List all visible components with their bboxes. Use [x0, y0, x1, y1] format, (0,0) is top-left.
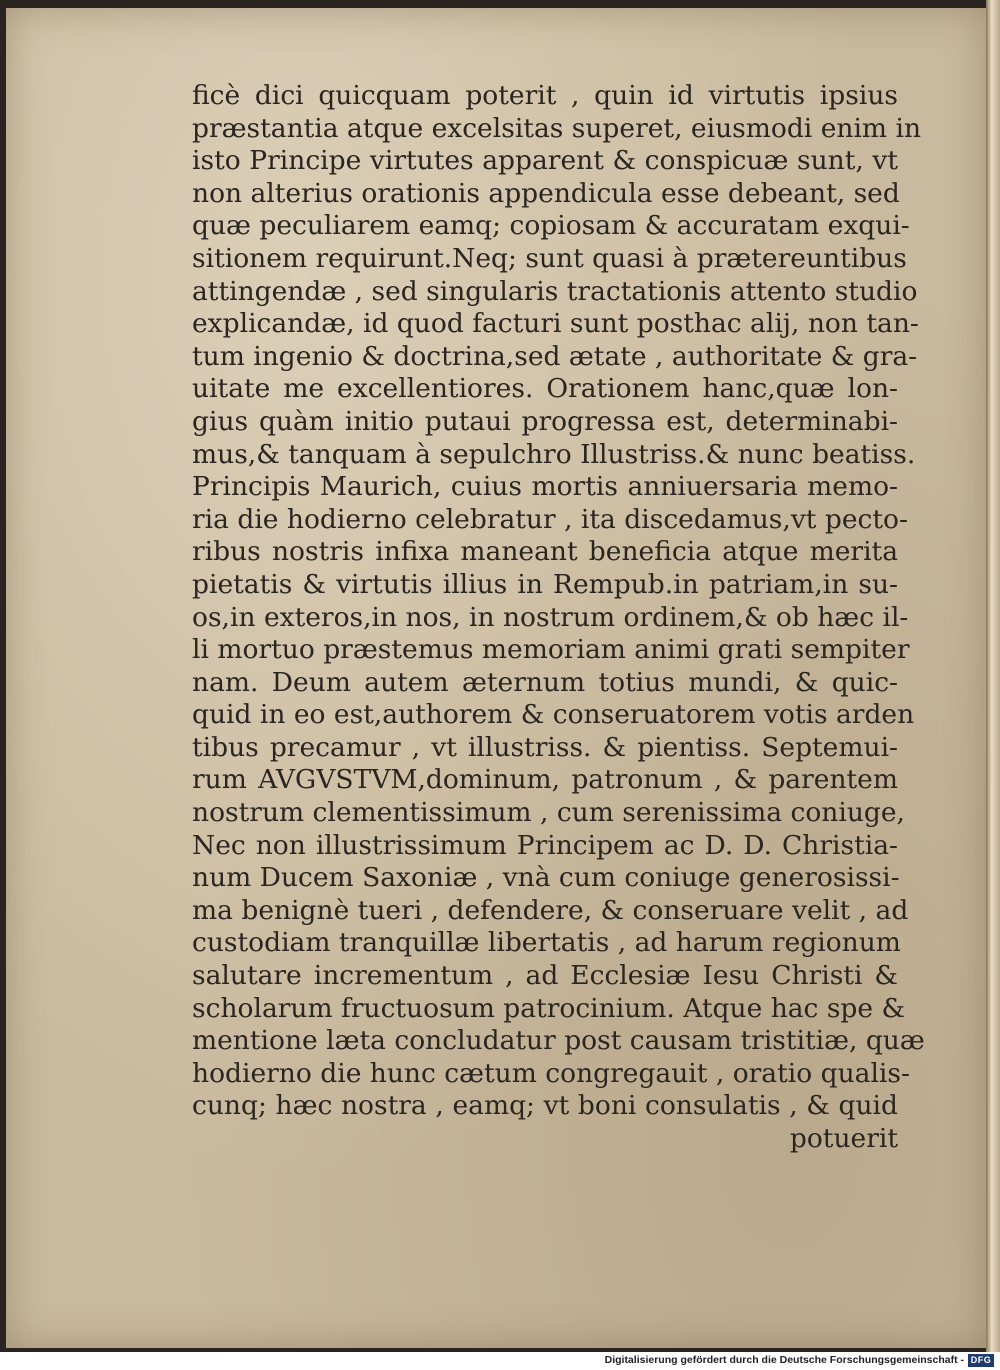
funding-credit: Digitalisierung gefördert durch die Deutsche Forschungsgemeinschaft - [604, 1354, 964, 1366]
text-line: ficè dici quicquam poterit , quin id virtutis ipsius [192, 80, 898, 111]
text-line: cunq; hæc nostra , eamq; vt boni consulatis , & quid [192, 1090, 898, 1122]
text-line: salutare incrementum , ad Ecclesiæ Iesu Christi & [192, 960, 898, 992]
text-line: præstantia atque excelsitas superet, eiusmodi enim in [192, 112, 922, 144]
text-line: uitate me excellentiores. Orationem hanc,quæ lon- [192, 373, 898, 405]
text-line: sitionem requirunt.Neq; sunt quasi à prætereuntibus [192, 242, 907, 274]
text-line: Principis Maurich, cuius mortis anniuersaria memo- [192, 471, 898, 503]
text-line: li mortuo præstemus memoriam animi grati sempiter [192, 634, 910, 666]
text-line: explicandæ, id quod facturi sunt posthac alij, non tan- [192, 308, 919, 340]
text-line: scholarum fructuosum patrocinium. Atque hac spe & [192, 992, 906, 1024]
text-line: tum ingenio & doctrina,sed ætate , authoritate & gra- [192, 340, 918, 372]
text-line: custodiam tranquillæ libertatis , ad harum regionum [192, 927, 901, 959]
text-line: num Ducem Saxoniæ , vnà cum coniuge generosissi- [192, 862, 900, 894]
text-line: attingendæ , sed singularis tractationis attento studio [192, 275, 918, 307]
text-line: pietatis & virtutis illius in Rempub.in patriam,in su- [192, 568, 898, 600]
text-line: hodierno die hunc cætum congregauit , oratio qualis- [192, 1057, 910, 1089]
text-line: ria die hodierno celebratur , ita discedamus,vt pecto- [192, 503, 908, 535]
text-line: quæ peculiarem eamq; copiosam & accuratam exqui- [192, 210, 910, 242]
page-text-block [192, 80, 925, 1156]
text-line: mentione læta concludatur post causam tristitiæ, quæ [192, 1025, 925, 1057]
catchword: potuerit [789, 1123, 898, 1154]
text-line: rum AVGVSTVM,dominum, patronum , & parentem [192, 764, 898, 796]
dfg-logo-icon: DFG [968, 1354, 994, 1367]
page-edge [986, 0, 1000, 1352]
text-line: tibus precamur , vt illustriss. & pientiss. Septemui- [192, 731, 898, 763]
text-line: gius quàm initio putaui progressa est, determinabi- [192, 405, 898, 437]
text-line: ribus nostris infixa maneant beneficia atque merita [192, 536, 898, 568]
text-line: mus,& tanquam à sepulchro Illustriss.& nunc beatiss. [192, 438, 916, 470]
text-line: nam. Deum autem æternum totius mundi, & quic- [192, 666, 898, 698]
text-line: ma benignè tueri , defendere, & conseruare velit , ad [192, 894, 909, 926]
text-line: isto Principe virtutes apparent & conspicuæ sunt, vt [192, 145, 898, 177]
text-line: non alterius orationis appendicula esse debeant, sed [192, 177, 900, 209]
text-line: Nec non illustrissimum Principem ac D. D. Christia- [192, 829, 898, 861]
footer-bar [0, 1352, 1000, 1370]
text-line: quid in eo est,authorem & conseruatorem votis arden [192, 699, 915, 731]
text-line: nostrum clementissimum , cum serenissima coniuge, [192, 797, 905, 829]
text-line: os,in exteros,in nos, in nostrum ordinem,& ob hæc il- [192, 601, 909, 633]
